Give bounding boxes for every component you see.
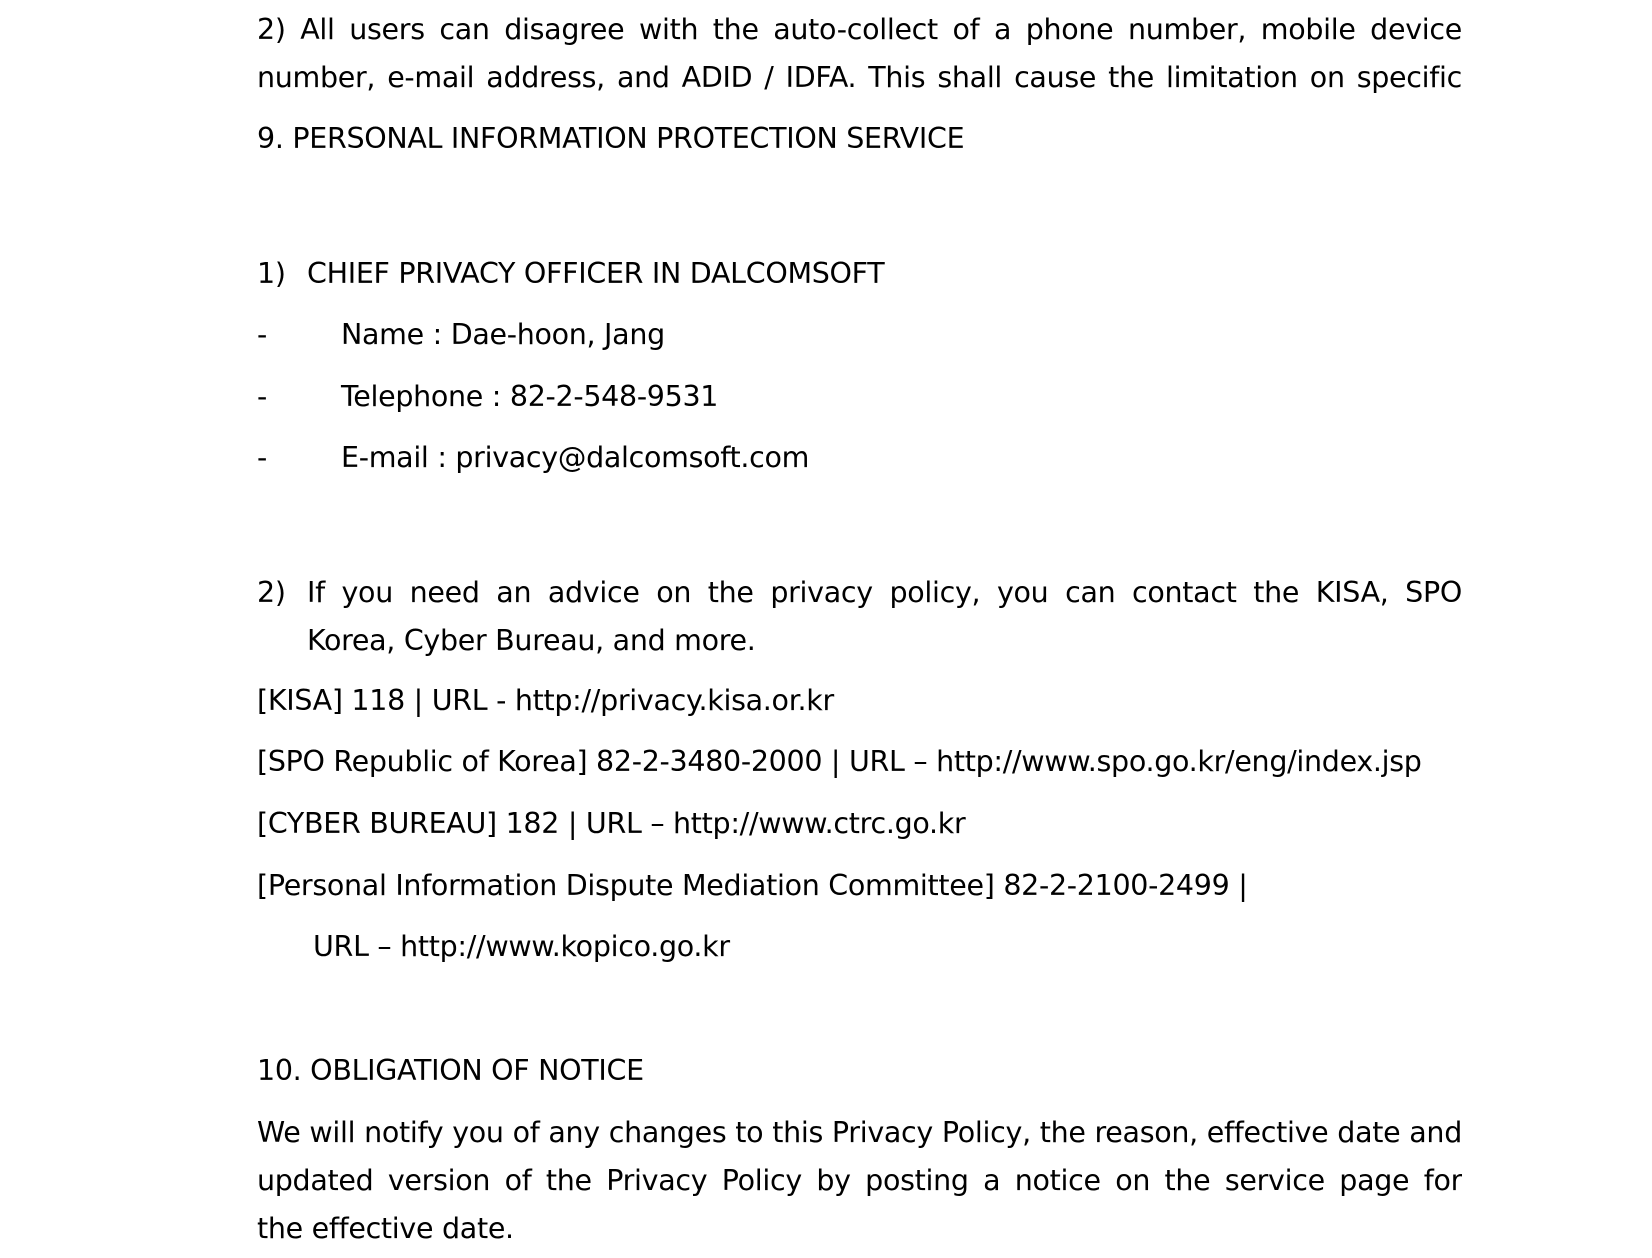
- contact-line: [CYBER BUREAU] 182 | URL – http://www.ctrc.go.kr: [257, 807, 966, 840]
- advice-line: If you need an advice on the privacy policy, you can contact the KISA, SPO: [307, 576, 1462, 609]
- paragraph-line: updated version of the Privacy Policy by posting a notice on the service page for: [257, 1164, 1462, 1197]
- section-10-heading: 10. OBLIGATION OF NOTICE: [257, 1054, 644, 1087]
- notice-paragraph: [257, 1109, 1462, 1253]
- list-number: 2): [257, 576, 286, 609]
- paragraph-line: the effective date.: [257, 1212, 514, 1245]
- contact-kisa: [257, 677, 1462, 725]
- dash-bullet: -: [257, 318, 267, 351]
- section-heading: [257, 1047, 1462, 1095]
- contact-committee: [257, 862, 1462, 910]
- chief-officer-title: CHIEF PRIVACY OFFICER IN DALCOMSOFT: [307, 257, 885, 290]
- section-9-heading: 9. PERSONAL INFORMATION PROTECTION SERVICE: [257, 122, 965, 155]
- paragraph-line: We will notify you of any changes to this Privacy Policy, the reason, effective date and: [257, 1116, 1462, 1149]
- contact-cyber-bureau: [257, 800, 1462, 848]
- officer-email: E-mail : privacy@dalcomsoft.com: [341, 441, 810, 474]
- contact-line: [SPO Republic of Korea] 82-2-3480-2000 | URL – http://www.spo.go.kr/eng/index.jsp: [257, 745, 1422, 778]
- dash-bullet: -: [257, 441, 267, 474]
- contact-line: [Personal Information Dispute Mediation Committee] 82-2-2100-2499 |: [257, 869, 1248, 902]
- contact-committee-url: URL – http://www.kopico.go.kr: [313, 930, 730, 963]
- opt-out-paragraph: [257, 6, 1462, 102]
- contact-spo: [257, 738, 1462, 786]
- paragraph-line: number, e-mail address, and ADID / IDFA. This shall cause the limitation on specific: [257, 61, 1462, 94]
- dash-bullet: -: [257, 380, 267, 413]
- advice-line: Korea, Cyber Bureau, and more.: [307, 624, 756, 657]
- contact-line: [KISA] 118 | URL - http://privacy.kisa.or.kr: [257, 684, 834, 717]
- paragraph-line: 2) All users can disagree with the auto-collect of a phone number, mobile device: [257, 13, 1462, 46]
- section-heading: [257, 115, 1462, 163]
- officer-telephone: Telephone : 82-2-548-9531: [341, 380, 719, 413]
- list-number: 1): [257, 257, 286, 290]
- document-page: [257, 0, 1462, 1258]
- officer-name: Name : Dae-hoon, Jang: [341, 318, 665, 351]
